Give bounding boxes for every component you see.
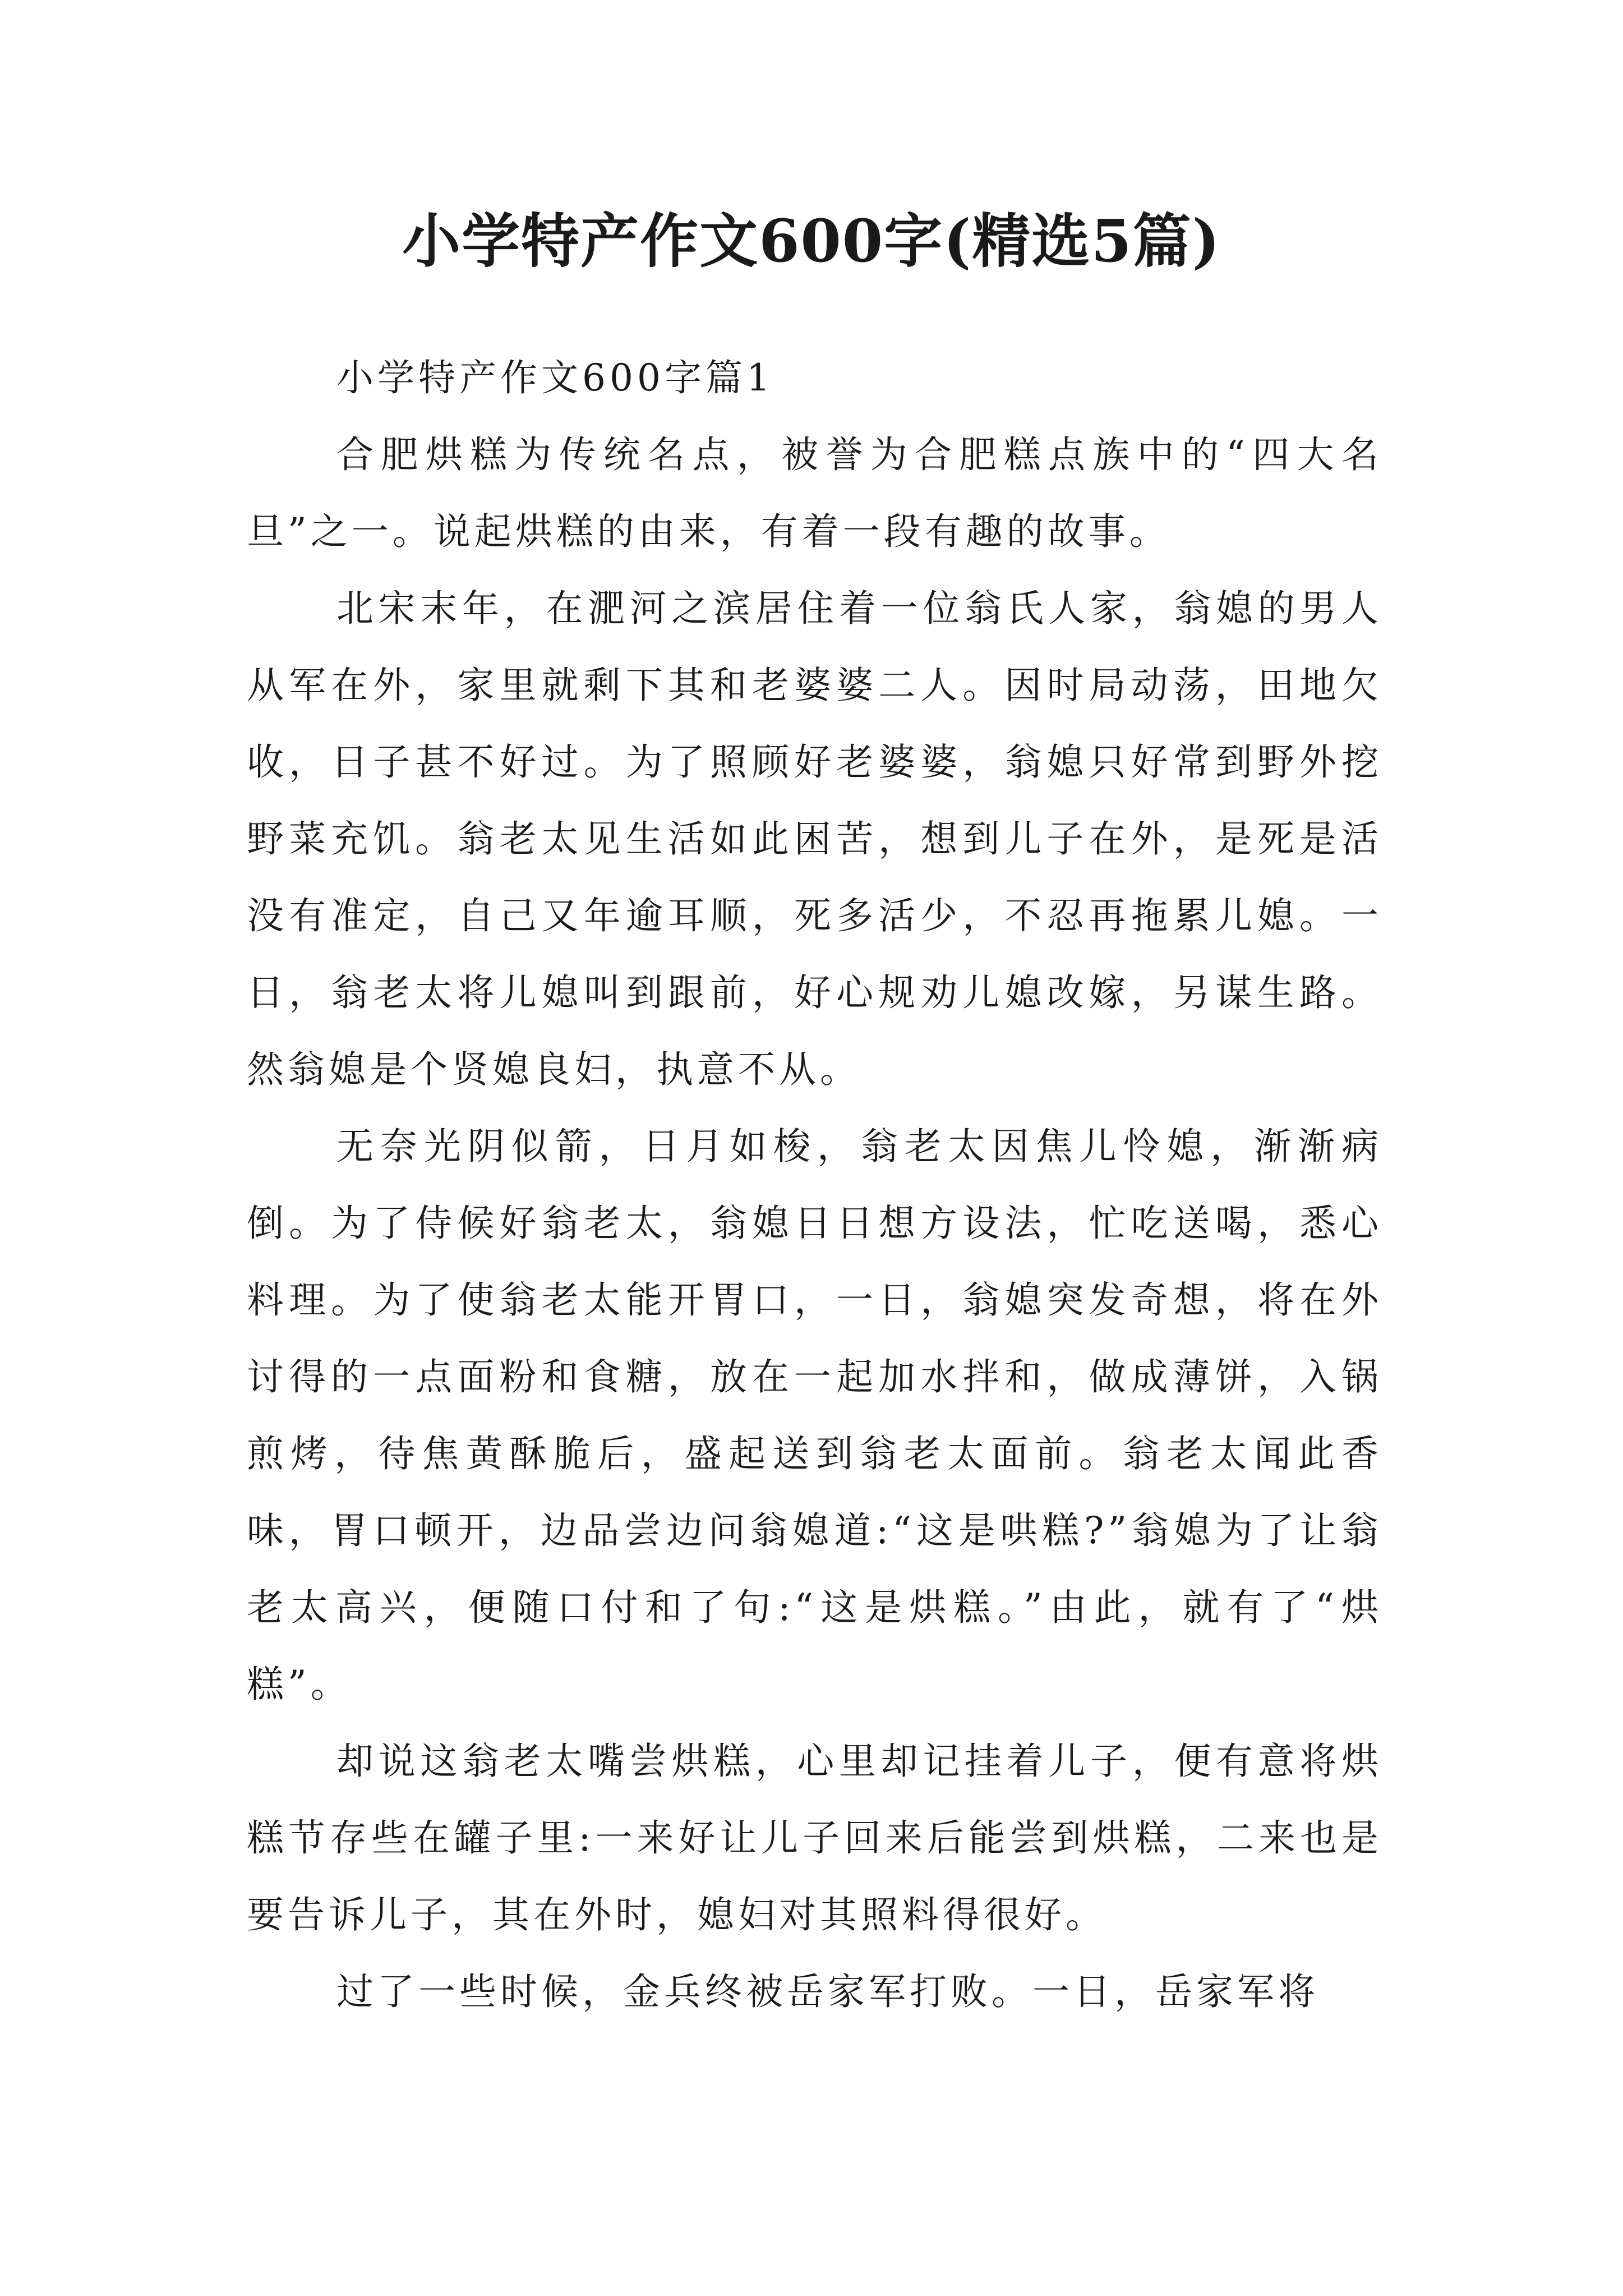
document-body xyxy=(247,339,1382,2030)
paragraph: 北宋末年，在淝河之滨居住着一位翁氏人家，翁媳的男人从军在外，家里就剩下其和老婆婆二人。因时局动荡，田地欠收，日子甚不好过。为了照顾好老婆婆，翁媳只好常到野外挖野菜充饥。翁老太见生活如此困苦，想到儿子在外，是死是活没有准定，自己又年逾耳顺，死多活少，不忍再拖累儿媳。一日，翁老太将儿媳叫到跟前，好心规劝儿媳改嫁，另谋生路。然翁媳是个贤媳良妇，执意不从。 xyxy=(247,587,1382,1091)
paragraph: 无奈光阴似箭，日月如梭，翁老太因焦儿怜媳，渐渐病倒。为了侍候好翁老太，翁媳日日想方设法，忙吃送喝，悉心料理。为了使翁老太能开胃口，一日，翁媳突发奇想，将在外讨得的一点面粉和食糖，放在一起加水拌和，做成薄饼，入锅煎烤，待焦黄酥脆后，盛起送到翁老太面前。翁老太闻此香味，胃口顿开，边品尝边问翁媳道:“这是哄糕?”翁媳为了让翁老太高兴，便随口付和了句:“这是烘糕。”由此，就有了“烘糕”。 xyxy=(247,1125,1382,1706)
paragraph: 过了一些时候，金兵终被岳家军打败。一日，岳家军将 xyxy=(336,1970,1319,2013)
paragraph: 却说这翁老太嘴尝烘糕，心里却记挂着儿子，便有意将烘糕节存些在罐子里:一来好让儿子回来后能尝到烘糕，二来也是要告诉儿子，其在外时，媳妇对其照料得很好。 xyxy=(247,1740,1382,1936)
paragraph: 合肥烘糕为传统名点，被誉为合肥糕点族中的“四大名旦”之一。说起烘糕的由来，有着一段有趣的故事。 xyxy=(247,433,1382,553)
document-title: 小学特产作文600字(精选5篇) xyxy=(402,206,1221,275)
section-heading: 小学特产作文600字篇1 xyxy=(336,356,774,399)
